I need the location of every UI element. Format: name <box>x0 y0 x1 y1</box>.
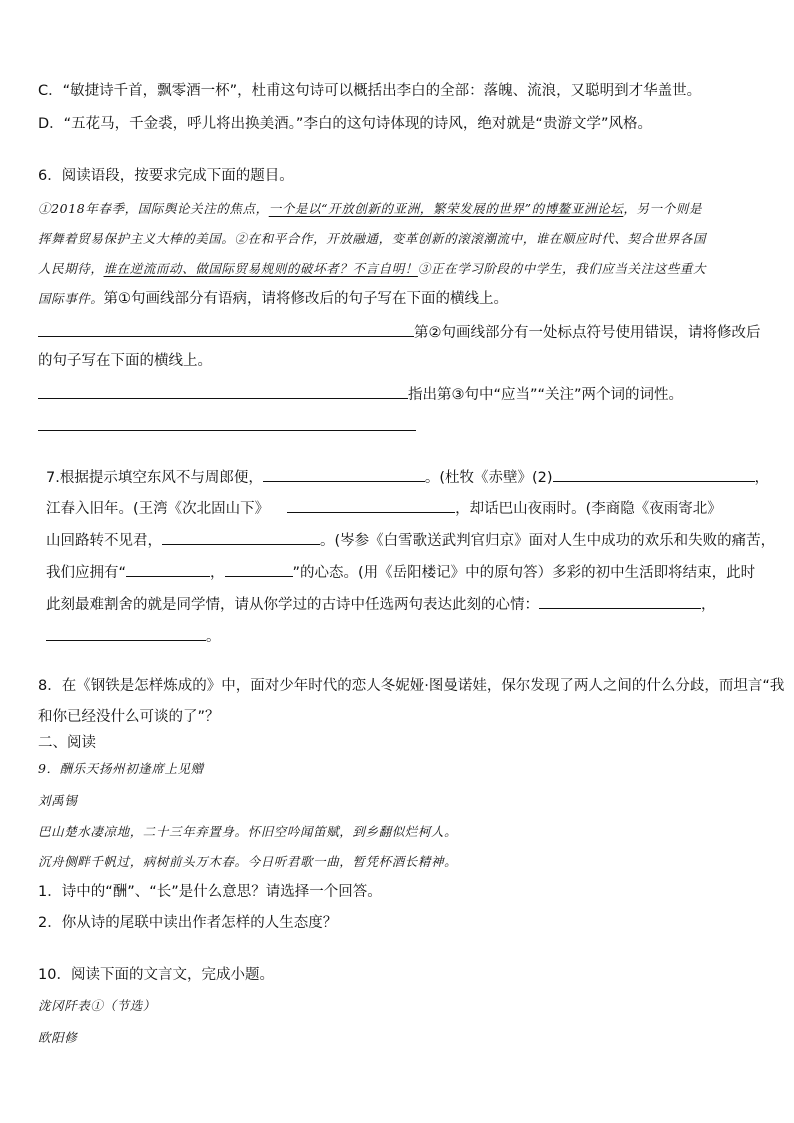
section-heading-reading: 二、阅读 <box>38 735 96 751</box>
answer-blank[interactable] <box>539 593 701 609</box>
q9-poem-line-2: 沉舟侧畔千帆过，病树前头万木春。今日听君歌一曲，暂凭杯酒长精神。 <box>38 854 458 869</box>
q6-prompt-2: 第②句画线部分有一处标点符号使用错误，请将修改后 <box>38 321 761 343</box>
answer-line[interactable] <box>38 430 416 431</box>
q9-subquestion-2: 2．你从诗的尾联中读出作者怎样的人生态度？ <box>38 915 338 931</box>
q7-line-1: 7.根据提示填空东风不与周郎便， 。(杜牧《赤壁》(2) ， <box>46 466 769 488</box>
q8-line-2: 和你已经没什么可谈的了”？ <box>38 709 220 725</box>
q10-subtitle: 泷冈阡表①（节选） <box>38 998 156 1013</box>
q6-passage-line-2: 挥舞着贸易保护主义大棒的美国。②在和平合作，开放融通，变革创新的滚滚潮流中，谁在顺应时代、契合世界各国 <box>38 231 707 246</box>
q9-title: 9．酬乐天扬州初逢席上见赠 <box>38 761 204 776</box>
answer-blank[interactable] <box>553 466 755 482</box>
q7-line-5: 此刻最难割舍的就是同学情，请从你学过的古诗中任选两句表达此刻的心情： ， <box>46 593 716 615</box>
q7-line-4: 我们应拥有“ ， ”的心态。(用《岳阳楼记》中的原句答）多彩的初中生活即将结束，此时 <box>46 561 755 583</box>
q7-line-2: 江春入旧年。(王湾《次北固山下》 ，却话巴山夜雨时。(李商隐《夜雨寄北》 <box>46 497 722 519</box>
q7-line-3: 山回路转不见君， 。(岑参《白雪歌送武判官归京》面对人生中成功的欢乐和失败的痛苦， <box>46 529 775 551</box>
q6-prompt-2-cont: 的句子写在下面的横线上。 <box>38 353 212 369</box>
answer-blank[interactable] <box>46 625 206 641</box>
answer-blank[interactable] <box>38 321 414 337</box>
q6-passage-line-1: ①2018年春季，国际舆论关注的焦点，一个是以“开放创新的亚洲，繁荣发展的世界”的博鳌亚洲论坛，另一个则是 <box>38 201 702 216</box>
q7-line-6: 。 <box>46 625 221 647</box>
q5-option-c: C．“敏捷诗千首，飘零酒一杯”，杜甫这句诗可以概括出李白的全部：落魄、流浪，又聪明到才华盖世。 <box>38 83 702 99</box>
answer-blank[interactable] <box>225 561 293 577</box>
q6-passage-line-3: 人民期待，谁在逆流而动、做国际贸易规则的破坏者？不言自明！③正在学习阶段的中学生，我们应当关注这些重大 <box>38 261 707 276</box>
q9-author: 刘禹锡 <box>38 793 78 808</box>
answer-blank[interactable] <box>287 497 455 513</box>
q6-underlined-sentence-2: 谁在逆流而动、做国际贸易规则的破坏者？不言自明！ <box>103 261 418 276</box>
answer-blank[interactable] <box>162 529 320 545</box>
q10-author: 欧阳修 <box>38 1030 78 1045</box>
q6-underlined-sentence-1: 一个是以“开放创新的亚洲，繁荣发展的世界”的博鳌亚洲论坛 <box>268 201 624 216</box>
answer-blank[interactable] <box>126 561 210 577</box>
q5-option-d: D．“五花马，千金裘，呼儿将出换美酒。”李白的这句诗体现的诗风，绝对就是“贵游文学”风格。 <box>38 116 652 132</box>
q8-line-1: 8．在《钢铁是怎样炼成的》中，面对少年时代的恋人冬妮娅·图曼诺娃，保尔发现了两人之间的什么分歧，而坦言“我 <box>38 678 785 694</box>
q10-title: 10．阅读下面的文言文，完成小题。 <box>38 967 274 983</box>
q9-subquestion-1: 1．诗中的“酬”、“长”是什么意思？请选择一个回答。 <box>38 884 382 900</box>
q6-passage-line-4: 国际事件。第①句画线部分有语病，请将修改后的句子写在下面的横线上。 <box>38 291 509 307</box>
q6-title: 6．阅读语段，按要求完成下面的题目。 <box>38 168 294 184</box>
answer-blank[interactable] <box>38 383 408 399</box>
answer-blank[interactable] <box>263 466 425 482</box>
q9-poem-line-1: 巴山楚水凄凉地，二十三年弃置身。怀旧空吟闻笛赋，到乡翻似烂柯人。 <box>38 824 458 839</box>
q6-prompt-3: 指出第③句中“应当”“关注”两个词的词性。 <box>38 383 683 405</box>
